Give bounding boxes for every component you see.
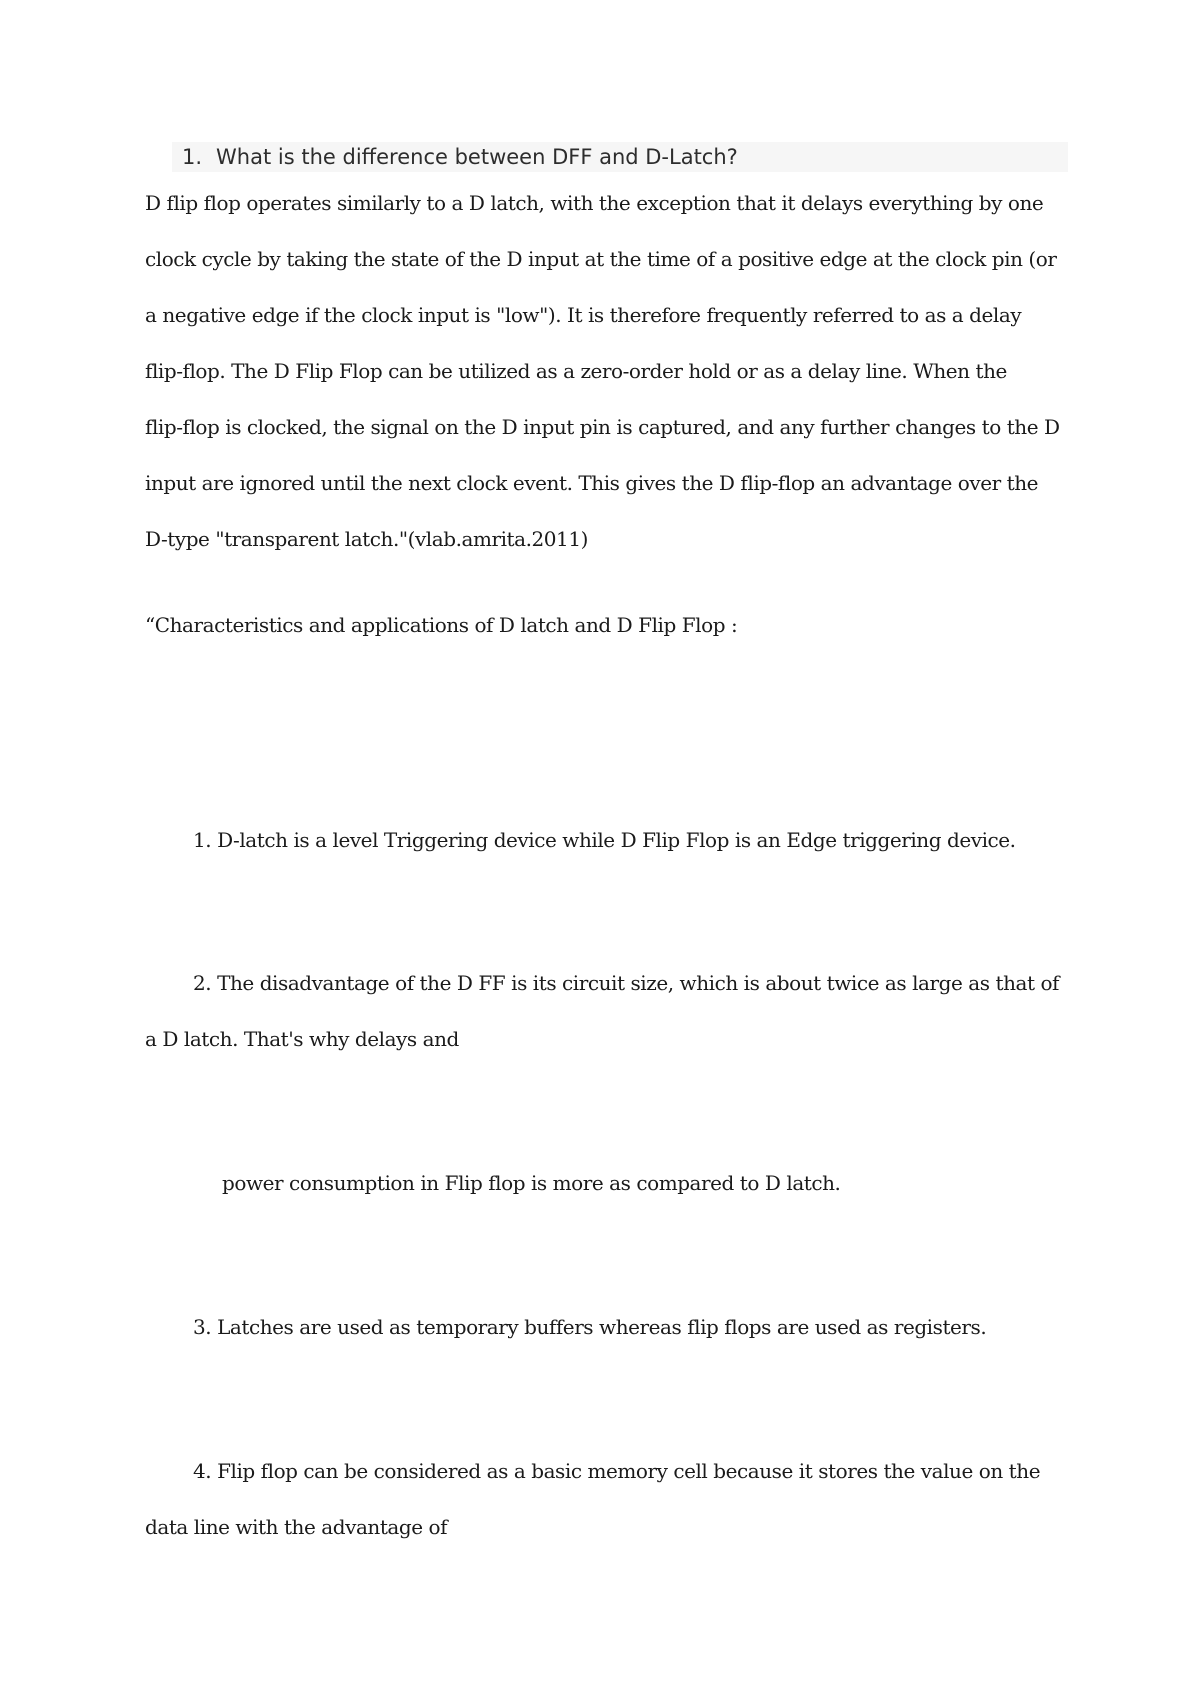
list-item-3: 3. Latches are used as temporary buffers whereas flip flops are used as registers. [193,1315,987,1339]
heading-number: 1. [182,145,203,169]
heading-text: What is the difference between DFF and D-Latch? [216,145,738,169]
list-item-2-line-1: 2. The disadvantage of the D FF is its circuit size, which is about twice as large as that of [193,971,1060,995]
intro-line: D-type "transparent latch."(vlab.amrita.2011) [145,527,588,551]
characteristics-intro: “Characteristics and applications of D latch and D Flip Flop : [145,613,738,637]
intro-paragraph [145,175,1060,567]
list-item-2 [145,955,1059,1067]
question-heading [182,143,738,171]
list-item-4 [145,1443,1040,1555]
list-item-2-continuation: power consumption in Flip flop is more as compared to D latch. [222,1171,841,1195]
list-item-4-line-1: 4. Flip flop can be considered as a basic memory cell because it stores the value on the [193,1459,1041,1483]
list-item-2-line-2: a D latch. That's why delays and [145,1027,459,1051]
intro-line: a negative edge if the clock input is "low"). It is therefore frequently referred to as a delay [145,303,1022,327]
intro-line: clock cycle by taking the state of the D input at the time of a positive edge at the clock pin (or [145,247,1057,271]
intro-line: flip-flop. The D Flip Flop can be utilized as a zero-order hold or as a delay line. When the [145,359,1007,383]
intro-line: flip-flop is clocked, the signal on the D input pin is captured, and any further changes to the D [145,415,1060,439]
list-item-1: 1. D-latch is a level Triggering device while D Flip Flop is an Edge triggering device. [193,828,1016,852]
intro-line: input are ignored until the next clock event. This gives the D flip-flop an advantage over the [145,471,1039,495]
list-item-4-line-2: data line with the advantage of [145,1515,448,1539]
intro-line: D flip flop operates similarly to a D latch, with the exception that it delays everything by one [145,191,1044,215]
